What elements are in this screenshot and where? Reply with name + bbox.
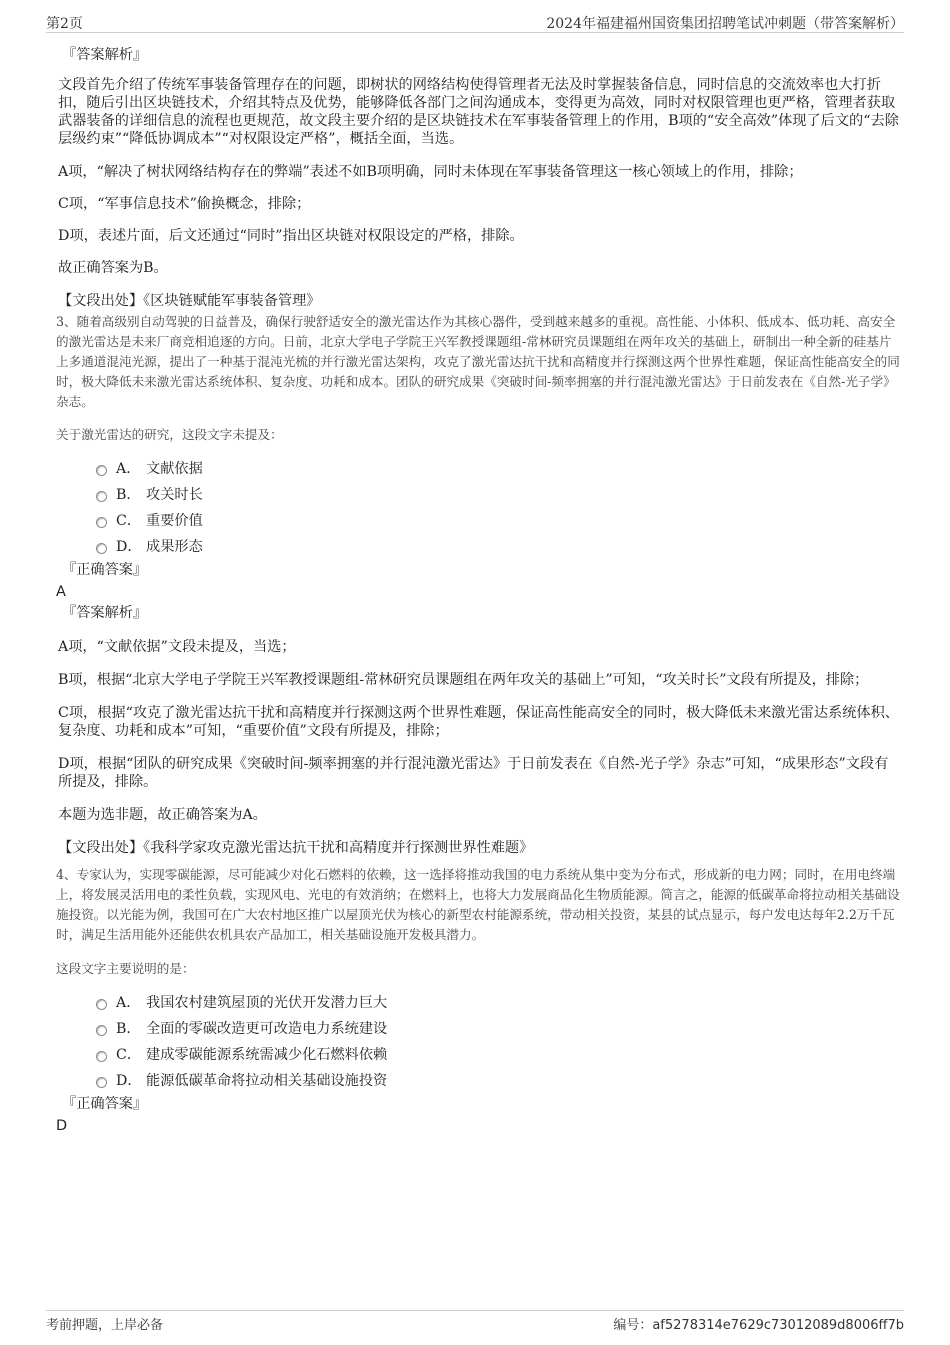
- radio-button-icon[interactable]: [96, 1077, 107, 1088]
- header-divider: [46, 32, 904, 33]
- document-code-value: af5278314e7629c73012089d8006ff7b: [652, 1318, 904, 1333]
- analysis-option-c: C项，根据“攻克了激光雷达抗干扰和高精度并行探测这两个世界性难题，保证高性能高安全的同时，极大降低未来激光雷达系统体积、复杂度、功耗和成本”可知，“重要价值”文段有所提及，排除；: [58, 705, 899, 739]
- radio-button-icon[interactable]: [96, 1025, 107, 1036]
- option-c[interactable]: C． 建成零碳能源系统需减少化石燃料依赖: [56, 1042, 900, 1068]
- radio-button-icon[interactable]: [96, 999, 107, 1010]
- question-4-options: [56, 990, 900, 1094]
- question-4-prompt: 这段文字主要说明的是：: [56, 961, 195, 976]
- analysis-conclusion: 故正确答案为B。: [58, 260, 168, 276]
- correct-answer: A: [56, 584, 66, 600]
- footer-divider: [46, 1310, 904, 1311]
- document-title: 2024年福建福州国资集团招聘笔试冲刺题（带答案解析）: [546, 16, 904, 32]
- question-3-prompt: 关于激光雷达的研究，这段文字未提及：: [56, 427, 283, 442]
- analysis-label: 『答案解析』: [62, 605, 148, 621]
- radio-button-icon[interactable]: [96, 1051, 107, 1062]
- correct-answer-label: 『正确答案』: [62, 562, 148, 578]
- question-3-options: [56, 456, 900, 560]
- analysis-label: 『答案解析』: [62, 47, 148, 63]
- option-c[interactable]: C． 重要价值: [56, 508, 900, 534]
- option-d[interactable]: D． 成果形态: [56, 534, 900, 560]
- option-a[interactable]: A． 我国农村建筑屋顶的光伏开发潜力巨大: [56, 990, 900, 1016]
- radio-button-icon[interactable]: [96, 491, 107, 502]
- analysis-option-a: A项，“解决了树状网络结构存在的弊端”表述不如B项明确，同时未体现在军事装备管理这一核心领域上的作用，排除；: [58, 164, 803, 180]
- passage-source: 【文段出处】《区块链赋能军事装备管理》: [58, 293, 321, 309]
- analysis-option-d: D项，根据“团队的研究成果《突破时间-频率拥塞的并行混沌激光雷达》于日前发表在《自然-光子学》杂志”可知，“成果形态”文段有所提及，排除。: [58, 756, 889, 790]
- analysis-option-a: A项，“文献依据”文段未提及，当选；: [58, 639, 296, 655]
- radio-button-icon[interactable]: [96, 517, 107, 528]
- option-b[interactable]: B． 攻关时长: [56, 482, 900, 508]
- passage-source: 【文段出处】《我科学家攻克激光雷达抗干扰和高精度并行探测世界性难题》: [58, 840, 534, 856]
- option-a[interactable]: A． 文献依据: [56, 456, 900, 482]
- page-content: [56, 46, 900, 1135]
- footer-slogan: 考前押题，上岸必备: [46, 1318, 164, 1333]
- radio-button-icon[interactable]: [96, 543, 107, 554]
- document-code: [613, 1314, 904, 1333]
- radio-button-icon[interactable]: [96, 465, 107, 476]
- analysis-conclusion: 本题为选非题，故正确答案为A。: [58, 807, 267, 823]
- document-code-label: 编号：: [613, 1318, 653, 1333]
- question-4-stem: 4、专家认为，实现零碳能源，尽可能减少对化石燃料的依赖，这一选择将推动我国的电力系统从集中变为分布式，形成新的电力网；同时，在用电终端上，将发展灵活用电的柔性负载，实现风电、光电的有效消纳；在燃料上，也将大力发展商品化生物质能源。简言之，能源的低碳革命将拉动相关基础设施投资。以光能为例，我国可在广大农村地区推广以屋顶光伏为核心的新型农村能源系统，带动相关投资，某县的试点显示，每户发电达每年2.2万千瓦时，满足生活用能外还能供农机具农产品加工，相关基础设施开发极具潜力。: [56, 867, 900, 942]
- analysis-paragraph: 文段首先介绍了传统军事装备管理存在的问题，即树状的网络结构使得管理者无法及时掌握装备信息，同时信息的交流效率也大打折扣，随后引出区块链技术，介绍其特点及优势，能够降低各部门之间沟通成本，变得更为高效，同时对权限管理也更严格，管理者获取武器装备的详细信息的流程也更规范，故文段主要介绍的是区块链技术在军事装备管理上的作用，B项的“安全高效”体现了后文的“去除层级约束”“降低协调成本”“对权限设定严格”，概括全面，当选。: [58, 77, 899, 147]
- correct-answer-label: 『正确答案』: [62, 1096, 148, 1112]
- option-b[interactable]: B． 全面的零碳改造更可改造电力系统建设: [56, 1016, 900, 1042]
- analysis-option-c: C项，“军事信息技术”偷换概念，排除；: [58, 196, 311, 212]
- analysis-option-d: D项，表述片面，后文还通过“同时”指出区块链对权限设定的严格，排除。: [58, 228, 524, 244]
- question-3-stem: 3、随着高级别自动驾驶的日益普及，确保行驶舒适安全的激光雷达作为其核心器件，受到越来越多的重视。高性能、小体积、低成本、低功耗、高安全的激光雷达是未来厂商竞相追逐的方向。日前，北京大学电子学院王兴军教授课题组-常林研究员课题组在两年攻关的基础上，研制出一种全新的硅基片上多通道混沌光源，提出了一种基于混沌光梳的并行激光雷达架构，攻克了激光雷达抗干扰和高精度并行探测这两个世界性难题，保证高性能高安全的同时，极大降低未来激光雷达系统体积、复杂度、功耗和成本。团队的研究成果《突破时间-频率拥塞的并行混沌激光雷达》于日前发表在《自然-光子学》杂志。: [56, 314, 900, 409]
- correct-answer: D: [56, 1118, 68, 1134]
- page-number: 第2页: [46, 16, 83, 32]
- option-d[interactable]: D． 能源低碳革命将拉动相关基础设施投资: [56, 1068, 900, 1094]
- analysis-option-b: B项，根据“北京大学电子学院王兴军教授课题组-常林研究员课题组在两年攻关的基础上”可知，“攻关时长”文段有所提及，排除；: [58, 672, 869, 688]
